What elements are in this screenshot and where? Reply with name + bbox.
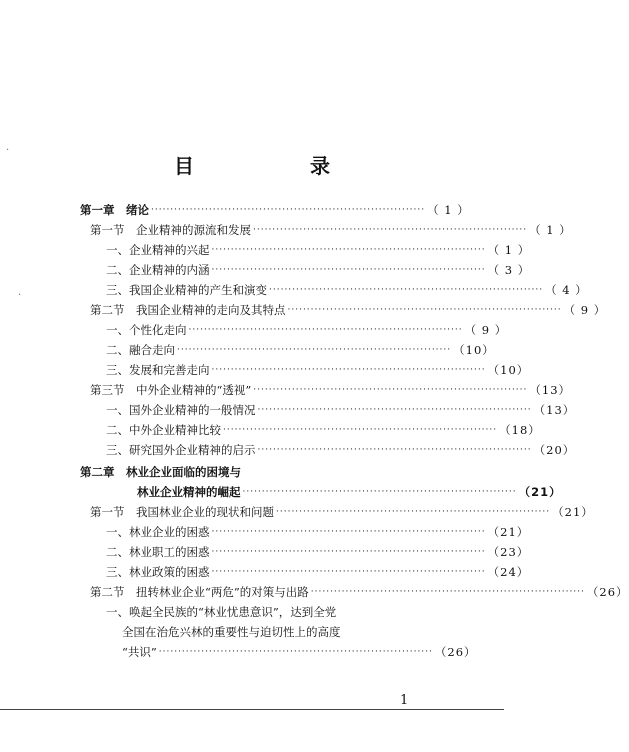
toc-entry-page: （ 1 ） — [487, 243, 531, 257]
toc-entry-page: （ 9 ） — [563, 303, 607, 317]
leader-dots: ······································································· — [211, 245, 486, 255]
toc-entry-page: （ 1 ） — [427, 203, 470, 217]
toc-entry-label: 第二节 扭转林业企业“两危”的对策与出路 — [90, 585, 309, 599]
toc-entry-label: 一、个性化走向 — [106, 323, 187, 337]
toc-subsection — [106, 522, 530, 542]
toc-entry-page: （13） — [529, 383, 572, 397]
toc-subsection — [106, 440, 576, 460]
toc-entry-page: （ 4 ） — [545, 283, 588, 297]
toc-subsection — [106, 562, 530, 582]
toc-entry-label: 三、我国企业精神的产生和演变 — [106, 283, 267, 297]
toc-entry-label: 三、发展和完善走向 — [106, 363, 210, 377]
leader-dots: ······································································· — [158, 647, 433, 657]
toc-entry-page: （ 1 ） — [529, 223, 572, 237]
toc-entry-page: （21） — [487, 525, 530, 539]
leader-dots: ······································································· — [211, 265, 486, 275]
toc-entry-page: （13） — [533, 403, 576, 417]
toc-subsection — [106, 260, 531, 280]
toc-entry-page: （20） — [533, 443, 576, 457]
toc-entry-label: 一、唤起全民族的“林业忧患意识”，达到全党 — [106, 605, 337, 619]
toc-entry-label: 第二节 我国企业精神的走向及其特点 — [90, 303, 286, 317]
toc-entry-label: 一、国外企业精神的一般情况 — [106, 403, 256, 417]
leader-dots: ······································································· — [151, 205, 426, 215]
toc-subsection — [106, 602, 424, 622]
toc-subsection — [106, 400, 576, 420]
toc-subsection — [106, 542, 530, 562]
toc-entry-page: （ 9 ） — [464, 323, 508, 337]
toc-entry-page: （26） — [586, 585, 629, 599]
leader-dots: ······································································· — [276, 507, 551, 517]
leader-dots: ······································································· — [253, 385, 528, 395]
toc-subsection — [106, 320, 508, 340]
leader-dots: ······································································· — [310, 587, 585, 597]
toc-entry-page: （18） — [499, 423, 541, 437]
toc-entry-label: 第二章 林业企业面临的困境与 — [80, 465, 241, 479]
toc-entry-label: 第一节 企业精神的源流和发展 — [90, 223, 251, 237]
toc-section — [90, 582, 629, 602]
scan-speck: · — [6, 145, 10, 156]
scan-edge-line — [0, 709, 504, 710]
toc-entry-page: （10） — [487, 363, 530, 377]
leader-dots: ······································································· — [211, 547, 486, 557]
leader-dots: ······································································· — [253, 225, 528, 235]
toc-entry-page: （ 3 ） — [487, 263, 531, 277]
toc-entry-label: 三、林业政策的困惑 — [106, 565, 210, 579]
toc-section — [90, 220, 572, 240]
toc-chapter-2 — [80, 462, 424, 482]
toc-entry-label: 第一节 我国林业企业的现状和问题 — [90, 505, 274, 519]
toc-subsection-cont — [122, 622, 424, 642]
toc-chapter-2-cont — [137, 482, 562, 502]
toc-entry-label: “共识” — [122, 645, 157, 659]
toc-subsection — [106, 240, 531, 260]
toc-section — [90, 380, 572, 400]
toc-entry-label: 一、企业精神的兴起 — [106, 243, 210, 257]
toc-section — [90, 300, 607, 320]
toc-entry-label: 第三节 中外企业精神的“透视” — [90, 383, 252, 397]
leader-dots: ······································································· — [257, 445, 532, 455]
toc-entry-page: （24） — [487, 565, 530, 579]
leader-dots: ······································································· — [223, 425, 498, 435]
page-number: 1 — [400, 693, 409, 708]
toc-entry-page: （26） — [434, 645, 477, 659]
leader-dots: ······································································· — [257, 405, 532, 415]
toc-subsection — [106, 420, 541, 440]
leader-dots: ······································································· — [287, 305, 562, 315]
toc-entry-label: 第一章 绪论 — [80, 203, 149, 217]
toc-subsection — [106, 280, 588, 300]
toc-section — [90, 502, 594, 522]
toc-entry-page: （23） — [487, 545, 530, 559]
leader-dots: ······································································· — [211, 567, 486, 577]
leader-dots: ······································································· — [177, 345, 452, 355]
leader-dots: ······································································· — [211, 527, 486, 537]
toc-entry-label: 一、林业企业的困惑 — [106, 525, 210, 539]
toc-entry-page: （21） — [552, 505, 594, 519]
toc-entry-label: 林业企业精神的崛起 — [137, 485, 241, 499]
toc-entry-label: 三、研究国外企业精神的启示 — [106, 443, 256, 457]
leader-dots: ······································································· — [188, 325, 463, 335]
toc-entry-label: 二、融合走向 — [106, 343, 175, 357]
toc-subsection — [106, 340, 495, 360]
toc-entry-label: 全国在治危兴林的重要性与迫切性上的高度 — [122, 625, 341, 639]
toc-entry-page: （21） — [518, 485, 562, 499]
toc-entry-label: 二、中外企业精神比较 — [106, 423, 221, 437]
leader-dots: ······································································· — [269, 285, 544, 295]
toc-entry-label: 二、企业精神的内涵 — [106, 263, 210, 277]
scan-speck: · — [18, 290, 22, 301]
toc-chapter-1 — [80, 200, 470, 220]
toc-subsection-cont — [122, 642, 477, 662]
toc-entry-page: （10） — [453, 343, 495, 357]
page-title: 目 录 — [174, 154, 378, 178]
leader-dots: ······································································· — [242, 487, 517, 497]
leader-dots: ······································································· — [211, 365, 486, 375]
toc-entry-label: 二、林业职工的困惑 — [106, 545, 210, 559]
toc-subsection — [106, 360, 530, 380]
